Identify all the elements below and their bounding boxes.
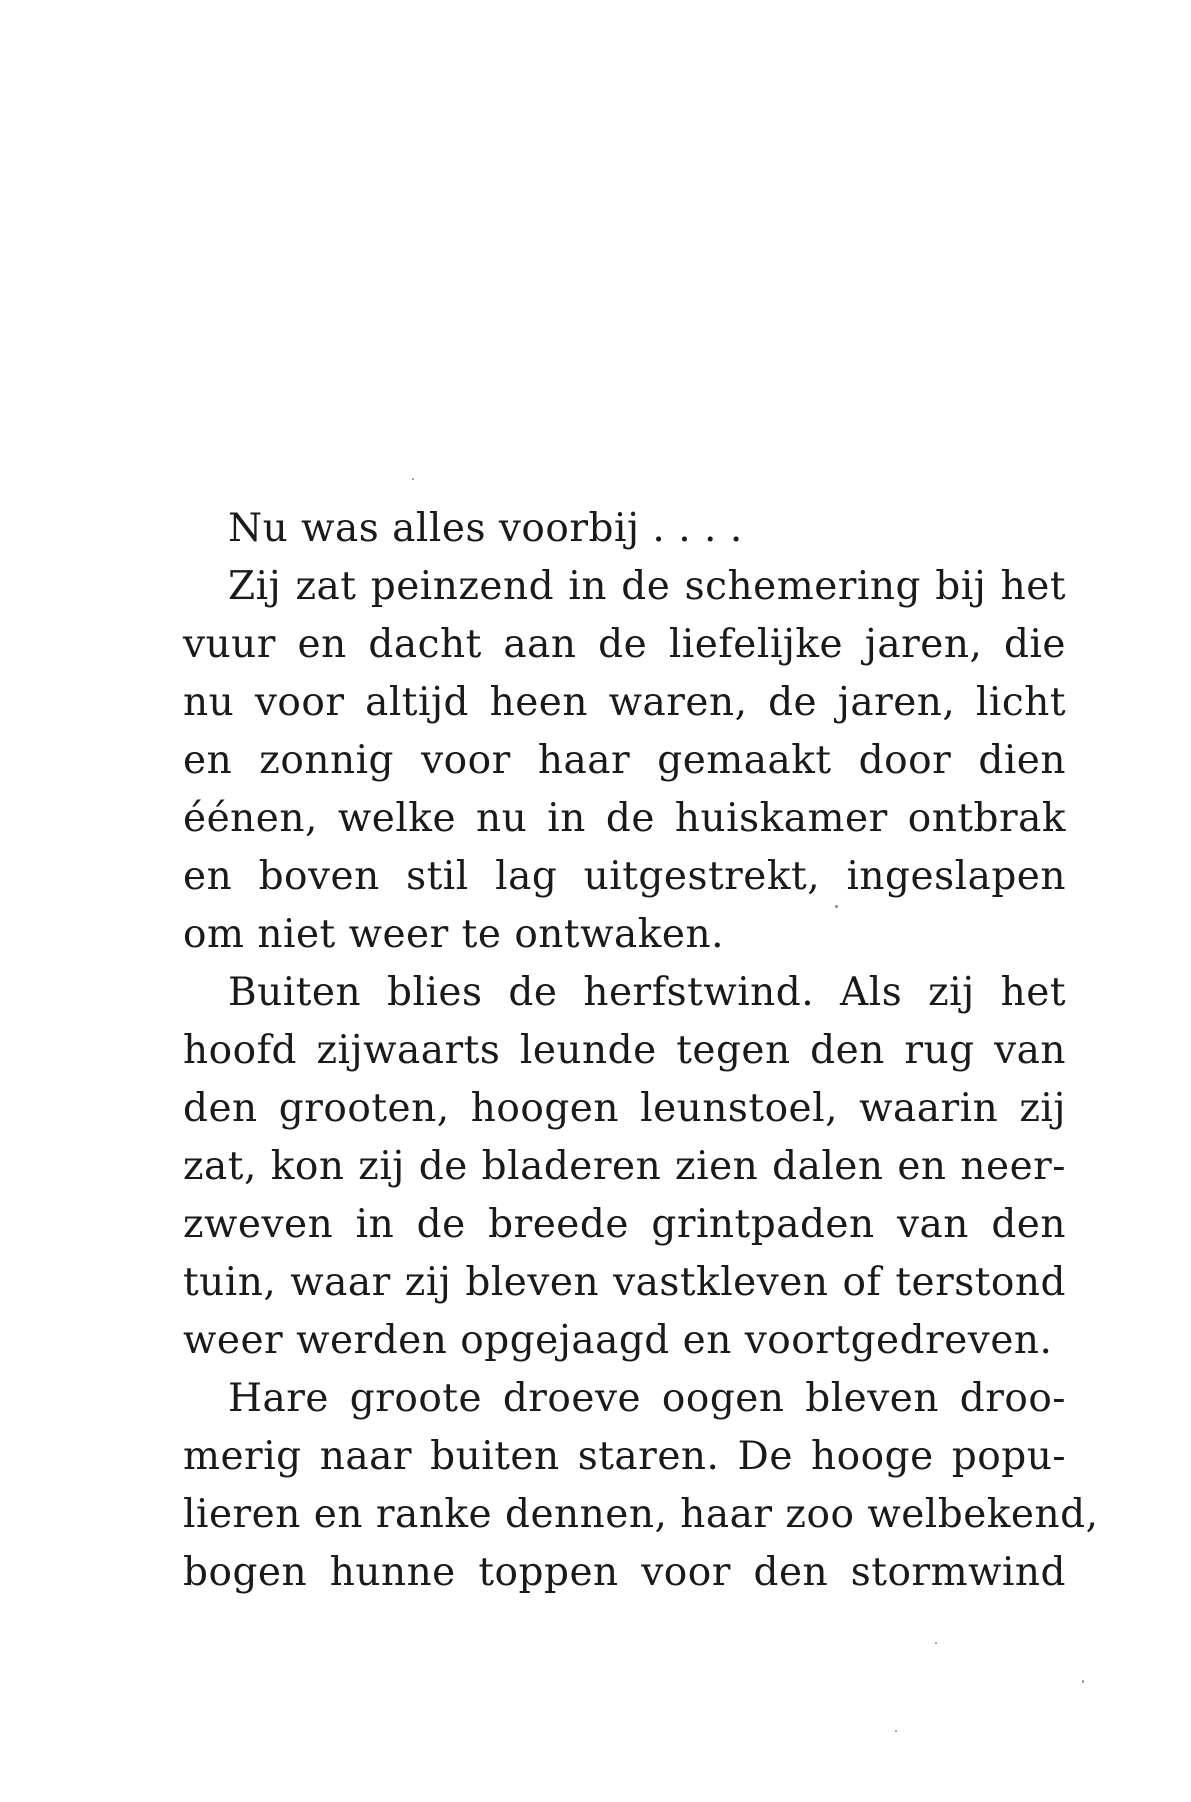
text-line: Nu was alles voorbij . . . . — [228, 506, 743, 551]
text-line: Zij zat peinzend in de schemering bij het — [228, 564, 1066, 609]
text-line: hoofd zijwaarts leunde tegen den rug van — [183, 1028, 1066, 1073]
text-line: bogen hunne toppen voor den stormwind — [183, 1550, 1066, 1595]
scan-speck — [412, 478, 414, 480]
text-line: om niet weer te ontwaken. — [183, 912, 724, 957]
scan-speck — [895, 1730, 897, 1732]
text-line: Buiten blies de herfstwind. Als zij het — [228, 970, 1066, 1015]
text-line: nu voor altijd heen waren, de jaren, licht — [183, 680, 1066, 725]
text-line: merig naar buiten staren. De hooge popu- — [183, 1434, 1066, 1479]
text-line: éénen, welke nu in de huiskamer ontbrak — [183, 796, 1066, 841]
text-line: zweven in de breede grintpaden van den — [183, 1202, 1066, 1247]
text-line: vuur en dacht aan de liefelijke jaren, die — [183, 622, 1066, 667]
text-line: den grooten, hoogen leunstoel, waarin zij — [183, 1086, 1066, 1131]
text-line: lieren en ranke dennen, haar zoo welbekend, — [183, 1492, 1099, 1537]
scan-speck — [1082, 1680, 1084, 1683]
text-line: zat, kon zij de bladeren zien dalen en neer- — [183, 1144, 1066, 1189]
text-line: weer werden opgejaagd en voortgedreven. — [183, 1318, 1053, 1363]
paragraph-3 — [183, 964, 1066, 1370]
paragraph-1 — [183, 500, 1066, 558]
text-line: en zonnig voor haar gemaakt door dien — [183, 738, 1066, 783]
paragraph-4 — [183, 1370, 1099, 1602]
text-line: Hare groote droeve oogen bleven droo- — [228, 1376, 1066, 1421]
scan-speck — [835, 905, 838, 908]
text-line: tuin, waar zij bleven vastkleven of terstond — [183, 1260, 1066, 1305]
text-line: en boven stil lag uitgestrekt, ingeslapen — [183, 854, 1066, 899]
scan-speck — [935, 1642, 937, 1644]
body-text — [183, 500, 1099, 1602]
paragraph-2 — [183, 558, 1066, 964]
